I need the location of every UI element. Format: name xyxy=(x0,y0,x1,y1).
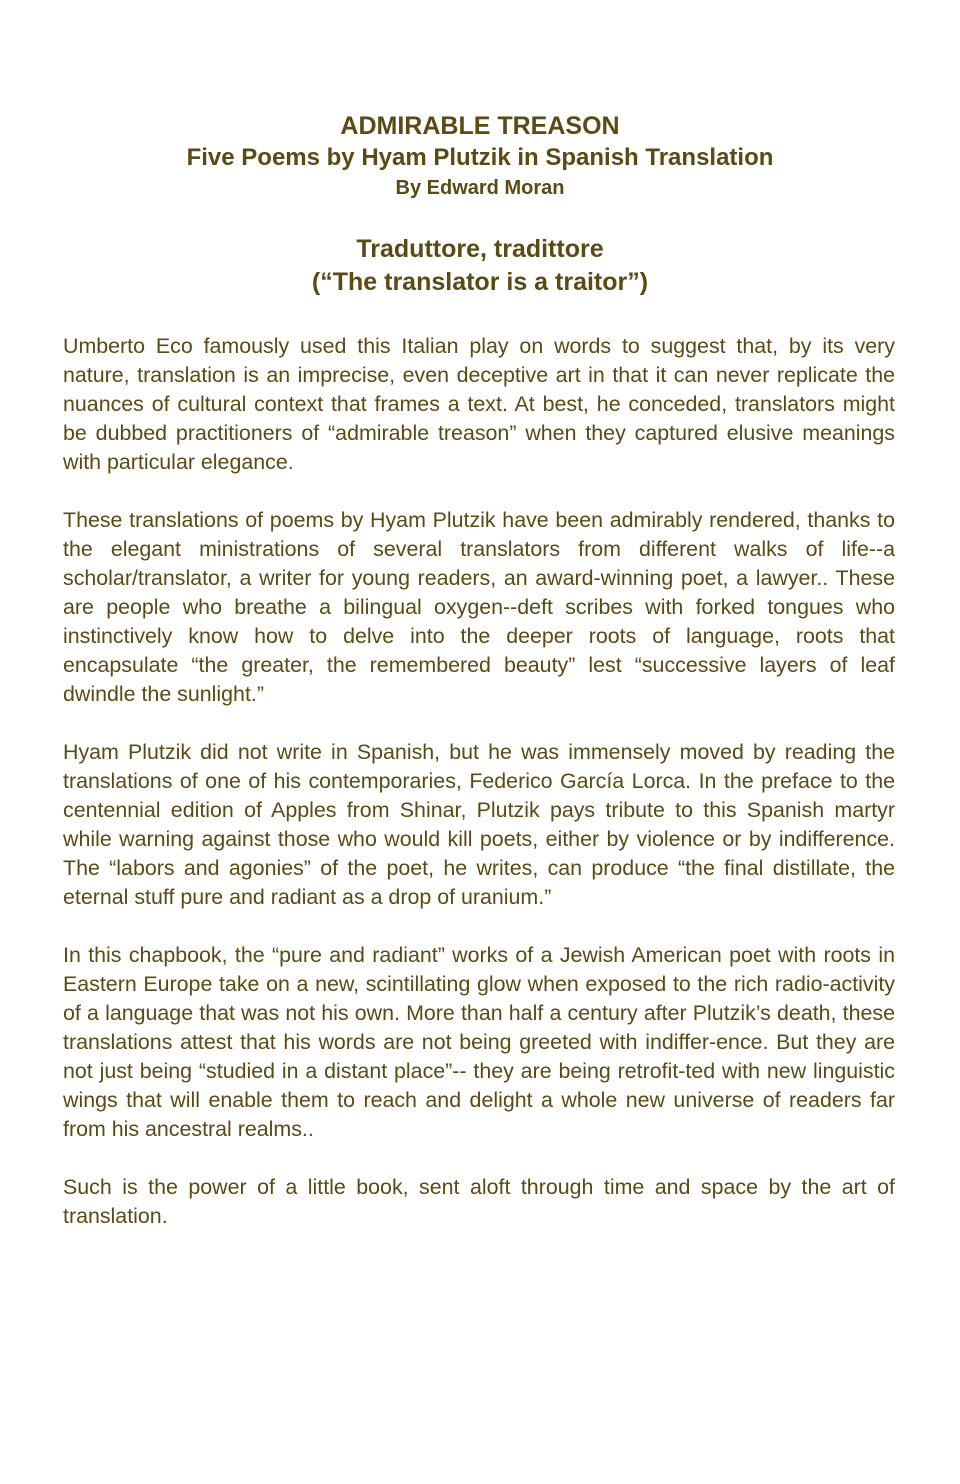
document-header xyxy=(0,110,960,202)
document-subtitle: Five Poems by Hyam Plutzik in Spanish Translation xyxy=(186,144,774,171)
author-byline: By Edward Moran xyxy=(395,177,565,199)
paragraph: These translations of poems by Hyam Plutzik have been admirably rendered, thanks to the elegant ministrations of several translators from different walks of life--a scholar/translator, a writer for young readers, an award-winning poet, a lawyer.. These are people who breathe a bilingual oxygen--deft scribes with forked tongues who instinctively know how to delve into the deeper roots of language, roots that encapsulate “the greater, the remembered beauty” lest “successive layers of leaf dwindle the sunlight.” xyxy=(63,508,895,706)
section-heading xyxy=(0,233,960,299)
section-subtitle: (“The translator is a traitor”) xyxy=(311,268,649,296)
document-title: ADMIRABLE TREASON xyxy=(340,112,620,140)
paragraph: In this chapbook, the “pure and radiant” works of a Jewish American poet with roots in Eastern Europe take on a new, scintillating glow when exposed to the rich radio-activity of a language that was not his own. More than half a century after Plutzik’s death, these translations attest that his words are not being greeted with indiffer-ence. But they are not just being “studied in a distant place”-- they are being retrofit-ted with new linguistic wings that will enable them to reach and delight a whole new universe of readers far from his ancestral realms.. xyxy=(63,943,895,1141)
paragraph: Such is the power of a little book, sent aloft through time and space by the art of translation. xyxy=(63,1175,895,1228)
paragraph: Hyam Plutzik did not write in Spanish, but he was immensely moved by reading the translations of one of his contemporaries, Federico García Lorca. In the preface to the centennial edition of Apples from Shinar, Plutzik pays tribute to this Spanish martyr while warning against those who would kill poets, either by violence or by indifference. The “labors and agonies” of the poet, he writes, can produce “the final distillate, the eternal stuff pure and radiant as a drop of uranium.” xyxy=(63,740,895,909)
body-text xyxy=(63,332,895,1231)
paragraph: Umberto Eco famously used this Italian play on words to suggest that, by its very nature, translation is an imprecise, even deceptive art in that it can never replicate the nuances of cultural context that frames a text. At best, he conceded, translators might be dubbed practitioners of “admirable treason” when they captured elusive meanings with particular elegance. xyxy=(63,334,895,474)
section-title: Traduttore, tradittore xyxy=(356,235,604,263)
